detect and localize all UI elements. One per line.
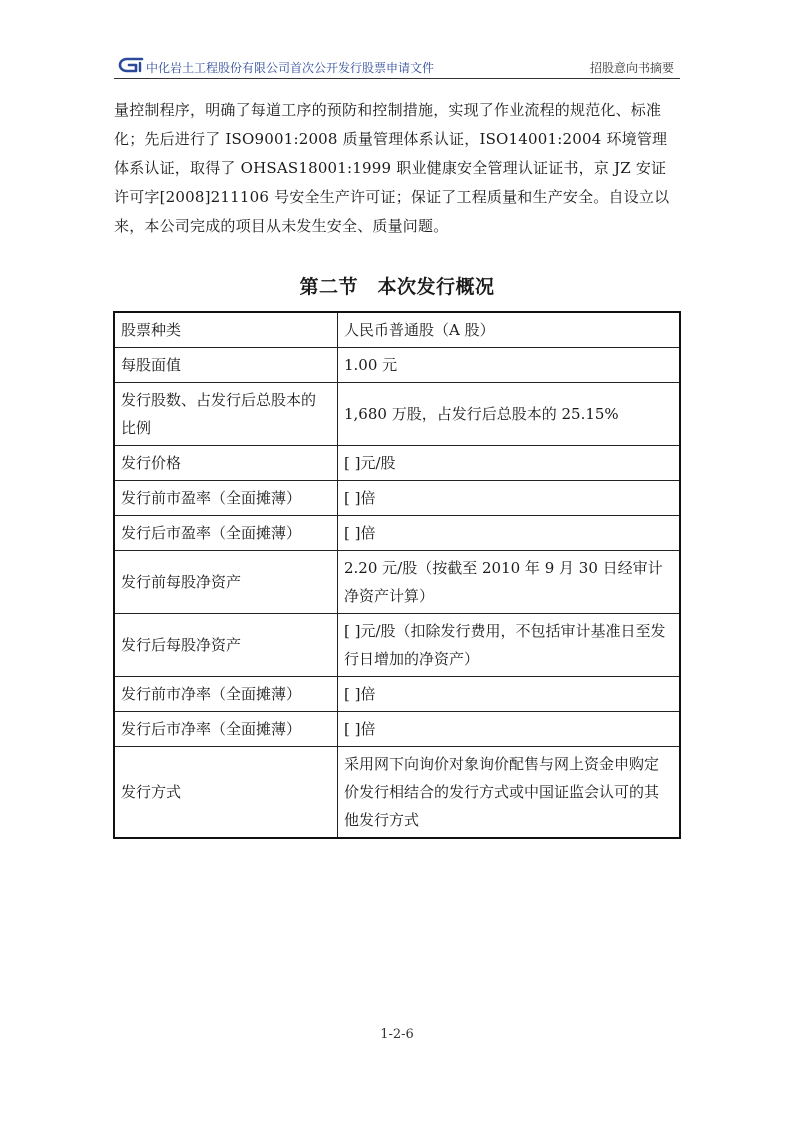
section-title: 第二节 本次发行概况 — [299, 276, 495, 298]
row-label: 发行方式 — [114, 747, 338, 839]
row-value: 2.20 元/股（按截至 2010 年 9 月 30 日经审计净资产计算） — [338, 551, 681, 614]
row-label: 发行前每股净资产 — [114, 551, 338, 614]
row-value: [ ]倍 — [338, 677, 681, 712]
table-row — [114, 312, 680, 348]
table-row — [114, 446, 680, 481]
table-row — [114, 614, 680, 677]
row-value: [ ]元/股 — [338, 446, 681, 481]
page-number: 1-2-6 — [380, 1027, 414, 1042]
table-row — [114, 516, 680, 551]
row-label: 发行后市盈率（全面摊薄） — [114, 516, 338, 551]
row-value: [ ]元/股（扣除发行费用，不包括审计基准日至发行日增加的净资产） — [338, 614, 681, 677]
table-row — [114, 383, 680, 446]
row-label: 发行前市盈率（全面摊薄） — [114, 481, 338, 516]
offering-summary-table — [113, 311, 681, 839]
row-value: 采用网下向询价对象询价配售与网上资金申购定价发行相结合的发行方式或中国证监会认可的其他发行方式 — [338, 747, 681, 839]
body-paragraph-container — [114, 96, 680, 241]
row-value: 1.00 元 — [338, 348, 681, 383]
table-row — [114, 348, 680, 383]
row-label: 发行前市净率（全面摊薄） — [114, 677, 338, 712]
row-label: 股票种类 — [114, 312, 338, 348]
table-row — [114, 481, 680, 516]
header-document-title: 中化岩土工程股份有限公司首次公开发行股票申请文件 — [146, 61, 435, 75]
row-label: 每股面值 — [114, 348, 338, 383]
header-section-name: 招股意向书摘要 — [589, 61, 674, 75]
row-label: 发行股数、占发行后总股本的比例 — [114, 383, 338, 446]
row-value: [ ]倍 — [338, 481, 681, 516]
row-value: [ ]倍 — [338, 516, 681, 551]
table-row — [114, 677, 680, 712]
row-value: 1,680 万股，占发行后总股本的 25.15% — [338, 383, 681, 446]
table-row — [114, 747, 680, 839]
row-value: [ ]倍 — [338, 712, 681, 747]
row-label: 发行后每股净资产 — [114, 614, 338, 677]
row-label: 发行价格 — [114, 446, 338, 481]
body-paragraph: 量控制程序，明确了每道工序的预防和控制措施，实现了作业流程的规范化、标准化；先后进行了 ISO9001:2008 质量管理体系认证，ISO14001:2004 环境管理体系认证，取得了 OHSAS18001:1999 职业健康安全管理认证证书，京 JZ 安证许可字[2008]211106 号安全生产许可证；保证了工程质量和生产安全。自设立以来，本公司完成的项目从未发生安全、质量问题。 — [114, 101, 670, 235]
row-label: 发行后市净率（全面摊薄） — [114, 712, 338, 747]
table-row — [114, 551, 680, 614]
table-row — [114, 712, 680, 747]
page-header — [114, 54, 680, 79]
row-value: 人民币普通股（A 股） — [338, 312, 681, 348]
company-logo-icon — [118, 56, 144, 74]
